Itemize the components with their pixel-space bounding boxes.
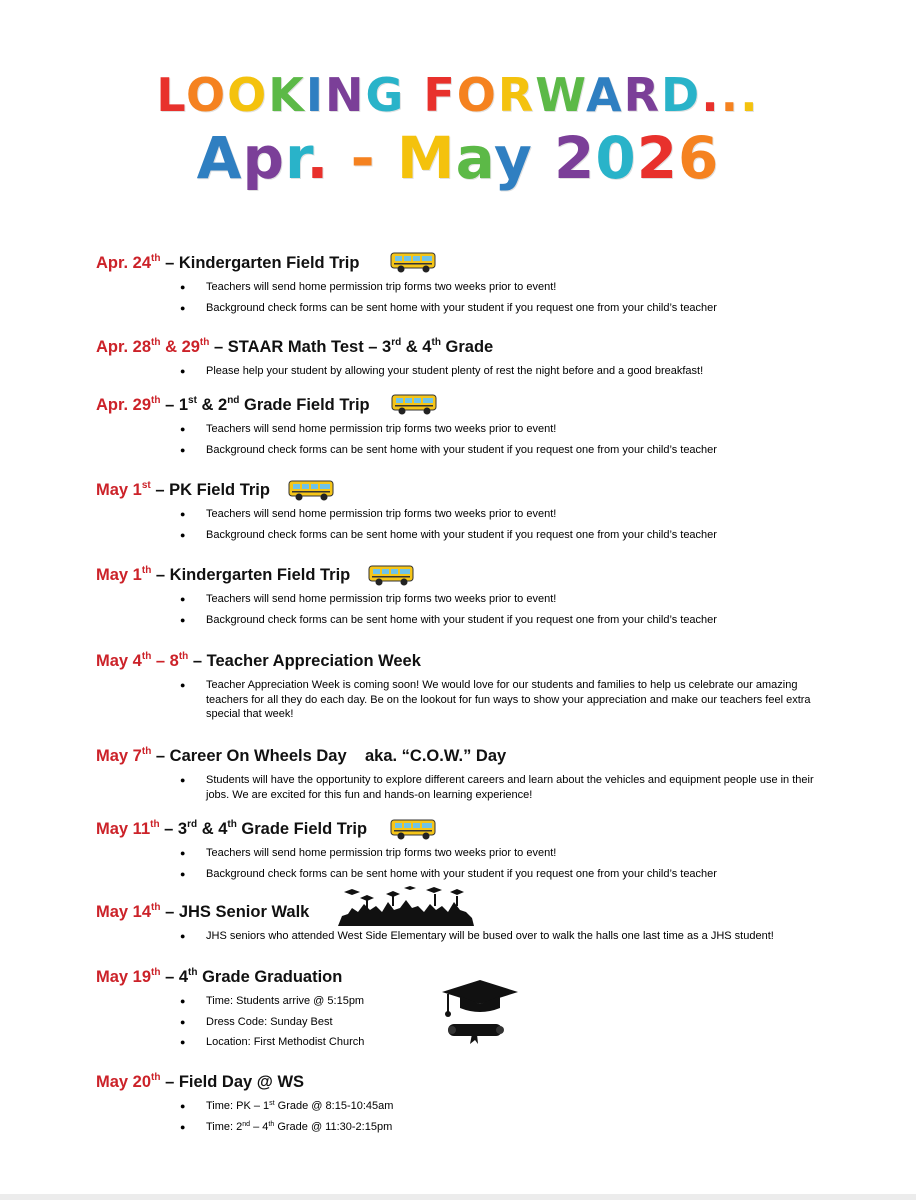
event-date: Apr. 29th: [96, 395, 161, 414]
event-date: May 11th: [96, 819, 160, 838]
list-item: ● Teachers will send home permission trip forms two weeks prior to event!: [96, 592, 876, 607]
school-bus-icon: [288, 478, 336, 502]
event-kindergarten-field-trip-apr-24: [96, 252, 876, 315]
event-pk-field-trip: [96, 479, 876, 542]
list-item: ● Time: 2nd – 4th Grade @ 11:30-2:15pm: [96, 1120, 876, 1135]
event-title: – Kindergarten Field Trip: [151, 566, 351, 584]
event-heading: [96, 1071, 876, 1093]
event-date: May 4th – 8th: [96, 651, 189, 670]
list-item: ● Dress Code: Sunday Best: [96, 1015, 876, 1030]
event-title: – 1st & 2nd Grade Field Trip: [160, 395, 370, 414]
event-career-on-wheels-day: [96, 745, 876, 802]
graduation-cap-diploma-icon: [440, 978, 522, 1046]
event-date: May 19th: [96, 967, 161, 986]
event-title: – Kindergarten Field Trip: [165, 254, 360, 272]
list-item: ● Teachers will send home permission trip forms two weeks prior to event!: [96, 422, 876, 437]
event-date: May 1st: [96, 480, 151, 499]
event-kindergarten-field-trip-may-1: [96, 564, 876, 627]
event-field-day: [96, 1071, 876, 1134]
event-heading: [96, 336, 876, 358]
list-item: ● JHS seniors who attended West Side Elementary will be bused over to walk the halls one last time as a JHS student!: [96, 929, 876, 944]
list-item: ● Background check forms can be sent home with your student if you request one from your child’s teacher: [96, 613, 876, 628]
graduates-silhouette-icon: [338, 886, 474, 928]
event-3rd-4th-grade-field-trip: [96, 818, 876, 881]
event-heading: [96, 564, 876, 586]
event-date: Apr. 24th: [96, 253, 161, 272]
event-heading: [96, 901, 876, 923]
event-title: – STAAR Math Test – 3rd & 4th Grade: [209, 337, 494, 356]
event-heading: [96, 479, 876, 501]
list-item: ● Teacher Appreciation Week is coming soon! We would love for our students and families to help us celebrate our amazing teachers for all they do each day. Be on the lookout for fun ways to show your appreciation and make our teachers feel extra special that week!: [96, 678, 876, 722]
event-teacher-appreciation-week: [96, 650, 876, 722]
event-heading: [96, 745, 876, 767]
page-title: LOOKING FORWARD...: [156, 68, 760, 122]
event-date: May 1th: [96, 565, 152, 584]
event-date: May 20th: [96, 1072, 161, 1091]
school-bus-icon: [368, 563, 416, 587]
event-title: – JHS Senior Walk: [160, 903, 310, 921]
list-item: ● Time: PK – 1st Grade @ 8:15-10:45am: [96, 1099, 876, 1114]
list-item: ● Background check forms can be sent home with your student if you request one from your child’s teacher: [96, 867, 876, 882]
school-bus-icon: [390, 817, 438, 841]
event-title: – Teacher Appreciation Week: [188, 652, 421, 670]
event-date: May 14th: [96, 902, 161, 921]
event-staar-math-test: [96, 336, 876, 379]
school-bus-icon: [390, 250, 438, 274]
page-bottom-edge: [0, 1194, 916, 1200]
list-item: ● Teachers will send home permission trip forms two weeks prior to event!: [96, 280, 876, 295]
event-title: – 4th Grade Graduation: [160, 967, 343, 986]
page-subtitle: Apr. - May 2026: [196, 124, 720, 192]
event-title: – PK Field Trip: [150, 481, 270, 499]
event-jhs-senior-walk: [96, 901, 876, 944]
list-item: ● Location: First Methodist Church: [96, 1035, 876, 1050]
event-date: Apr. 28th & 29th: [96, 337, 210, 356]
event-title: – Career On Wheels Day aka. “C.O.W.” Day: [151, 747, 507, 765]
event-date: May 7th: [96, 746, 152, 765]
school-bus-icon: [391, 392, 439, 416]
event-title: – 3rd & 4th Grade Field Trip: [159, 819, 368, 838]
event-heading: [96, 394, 876, 416]
event-title: – Field Day @ WS: [160, 1073, 305, 1091]
list-item: ● Please help your student by allowing your student plenty of rest the night before and a good breakfast!: [96, 364, 876, 379]
event-heading: [96, 252, 876, 274]
list-item: ● Background check forms can be sent home with your student if you request one from your child’s teacher: [96, 528, 876, 543]
list-item: ● Teachers will send home permission trip forms two weeks prior to event!: [96, 846, 876, 861]
event-heading: [96, 818, 876, 840]
list-item: ● Background check forms can be sent home with your student if you request one from your child’s teacher: [96, 443, 876, 458]
list-item: ● Teachers will send home permission trip forms two weeks prior to event!: [96, 507, 876, 522]
list-item: ● Background check forms can be sent home with your student if you request one from your child’s teacher: [96, 301, 876, 316]
list-item: ● Students will have the opportunity to explore different careers and learn about the vehicles and equipment people use in their jobs. We are excited for this fun and hands-on learning experience!: [96, 773, 876, 802]
event-1st-2nd-grade-field-trip: [96, 394, 876, 457]
event-heading: [96, 650, 876, 672]
list-item: ● Time: Students arrive @ 5:15pm: [96, 994, 876, 1009]
